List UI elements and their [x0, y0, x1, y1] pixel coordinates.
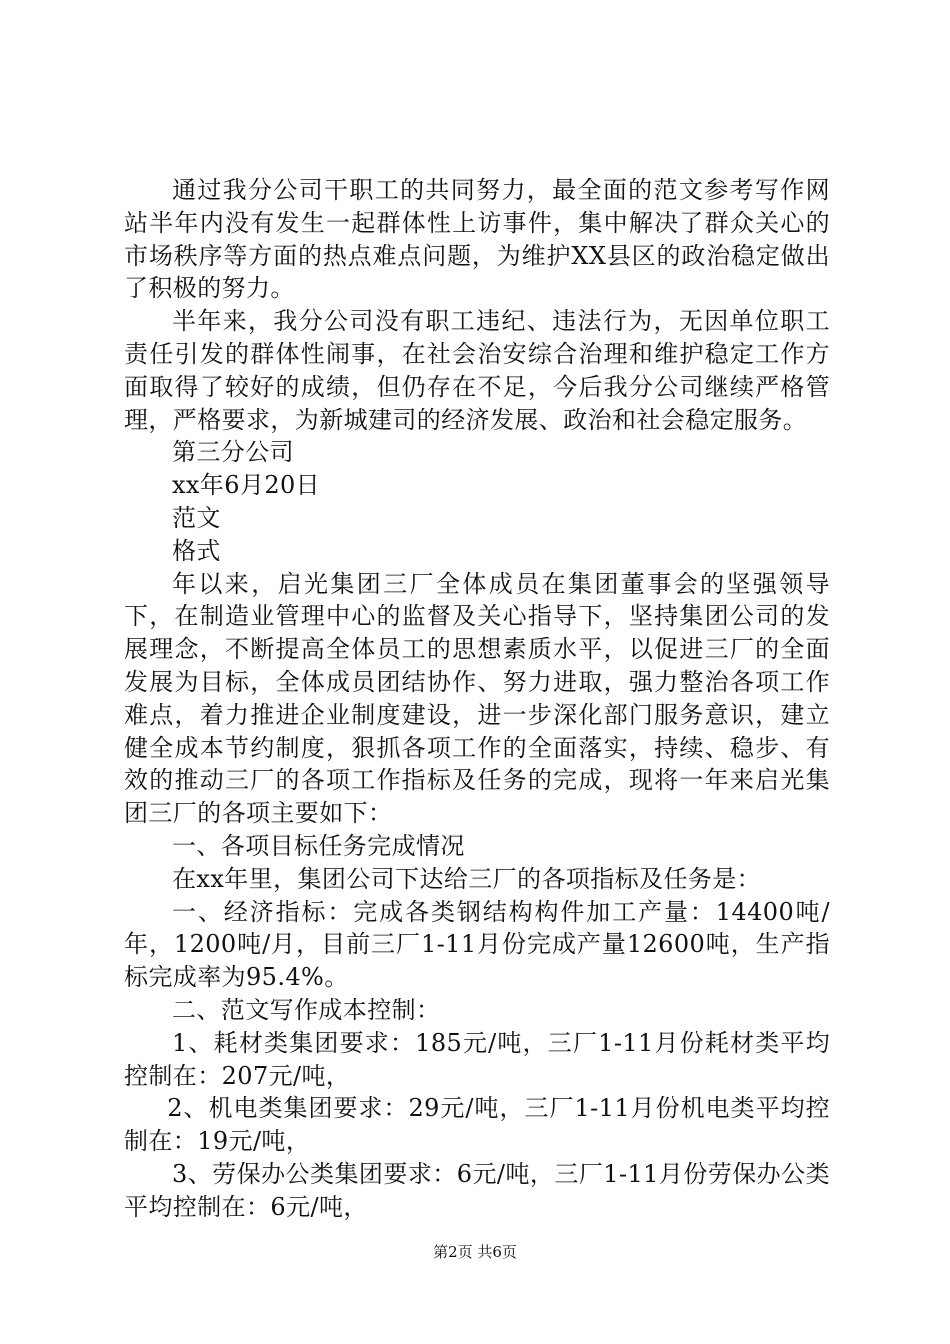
page-number-label: 第2页 共6页 [433, 1243, 517, 1261]
paragraph-labor-office: 3、劳保办公类集团要求：6元/吨，三厂1-11月份劳保办公类平均控制在：6元/吨， [124, 1159, 830, 1221]
page-footer [0, 1242, 950, 1262]
paragraph-targets-intro: 在xx年里，集团公司下达给三厂的各项指标及任务是： [172, 864, 762, 893]
section-heading-targets: 一、各项目标任务完成情况 [172, 831, 465, 860]
paragraph-annual-intro: 年以来，启光集团三厂全体成员在集团董事会的坚强领导下，在制造业管理中心的监督及关心指导下，坚持集团公司的发展理念，不断提高全体员工的思想素质水平，以促进三厂的全面发展为目标，全体成员团结协作、努力进取，强力整治各项工作难点，着力推进企业制度建设，进一步深化部门服务意识，建立健全成本节约制度，狠抓各项工作的全面落实，持续、稳步、有效的推动三厂的各项工作指标及任务的完成，现将一年来启光集团三厂的各项主要如下： [124, 569, 830, 828]
paragraph-cost-control-heading: 二、范文写作成本控制： [172, 995, 441, 1024]
paragraph-half-year-summary: 半年来，我分公司没有职工违纪、违法行为，无因单位职工责任引发的群体性闹事，在社会治安综合治理和维护稳定工作方面取得了较好的成绩，但仍存在不足，今后我分公司继续严格管理，严格要求，为新城建司的经济发展、政治和社会稳定服务。 [124, 307, 830, 434]
document-body [124, 174, 830, 1224]
paragraph-electromechanical: 2、机电类集团要求：29元/吨，三厂1-11月份机电类平均控制在：19元/吨， [124, 1094, 830, 1156]
paragraph-consumables: 1、耗材类集团要求：185元/吨，三厂1-11月份耗材类平均控制在：207元/吨， [124, 1028, 830, 1090]
signature-company: 第三分公司 [172, 438, 294, 467]
heading-fanwen: 范文 [172, 503, 221, 532]
signature-date: xx年6月20日 [172, 471, 321, 500]
paragraph-economic-indicators: 一、经济指标：完成各类钢结构构件加工产量：14400吨/年，1200吨/月，目前三厂1-11月份完成产量12600吨，生产指标完成率为95.4%。 [124, 897, 830, 992]
heading-format: 格式 [172, 536, 221, 565]
paragraph-stability-efforts: 通过我分公司干职工的共同努力，最全面的范文参考写作网站半年内没有发生一起群体性上访事件，集中解决了群众关心的市场秩序等方面的热点难点问题，为维护XX县区的政治稳定做出了积极的努力。 [124, 176, 830, 303]
